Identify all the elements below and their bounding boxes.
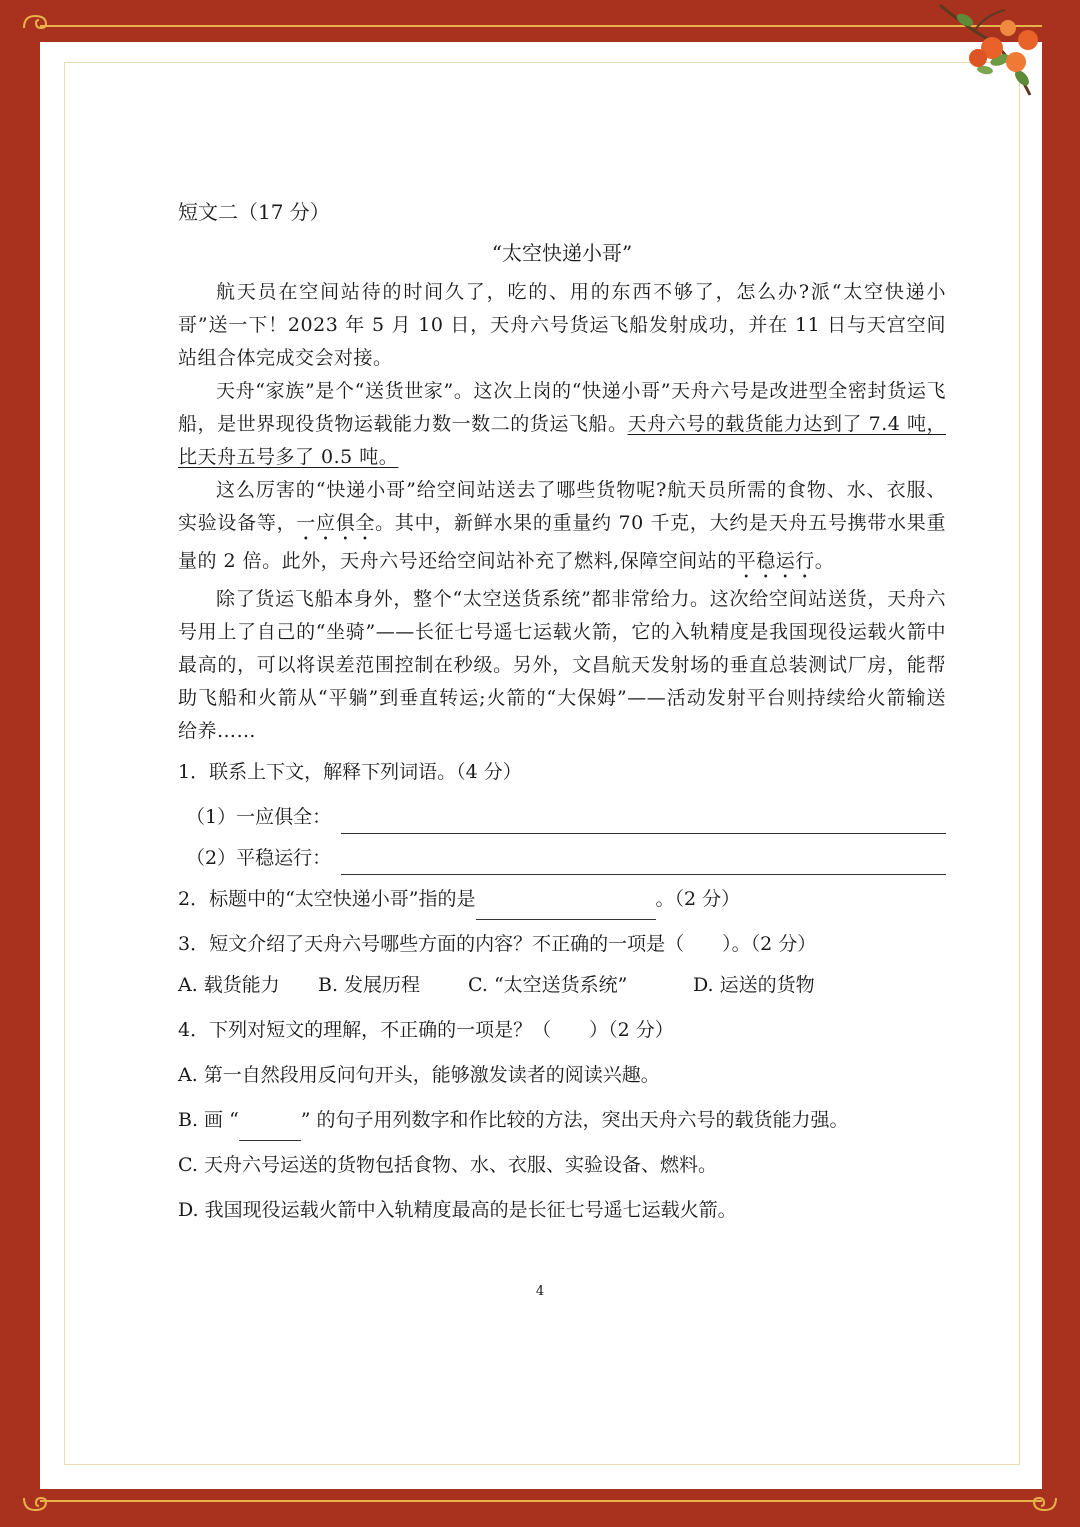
question-2 [178, 879, 946, 920]
page-number: 4 [535, 1284, 545, 1299]
question-4: 4．下列对短文的理解，不正确的一项是？（ ）（2 分） [178, 1019, 674, 1041]
answer-line-1[interactable] [341, 805, 946, 834]
passage-paragraph-4: 除了货运飞船本身外，整个“太空送货系统”都非常给力。这次给空间站送货，天舟六号用上了自己的“坐骑”——长征七号遥七运载火箭，它的入轨精度是我国现役运载火箭中最高的，可以将误差范围控制在秒级。另外，文昌航天发射场的垂直总装测试厂房，能帮助飞船和火箭从“平躺”到垂直转运;火箭的“大保姆”——活动发射平台则持续给火箭输送给养…… [178, 588, 946, 742]
paragraph-2-text: 天舟“家族”是个“送货世家”。这次上岗的“快递小哥”天舟六号是改进型全密封货运飞船，是世界现役货物运载能力数一数二的货运飞船。 [178, 380, 946, 435]
option-b[interactable]: B. 发展历程 [318, 974, 421, 996]
passage-paragraph-2 [178, 375, 946, 474]
answer-line-2[interactable] [341, 846, 946, 875]
corner-ornament-icon [1032, 1496, 1058, 1512]
section-heading: 短文二（17 分） [178, 200, 330, 224]
persimmon-branch-icon [930, 0, 1050, 110]
passage-title: “太空快递小哥” [491, 241, 633, 265]
frame-bottom-line [40, 1500, 1042, 1502]
option-b-text-b: ” 的句子用列数字和作比较的方法，突出天舟六号的载货能力强。 [300, 1109, 849, 1131]
option-d[interactable]: D. 运送的货物 [693, 974, 815, 996]
question-4-option-b[interactable] [178, 1100, 946, 1141]
question-1-item-2-label: （2）平稳运行： [186, 847, 332, 869]
dotted-word-2: 平稳运行 [736, 550, 815, 572]
exam-content [178, 196, 946, 1231]
question-3-options [178, 965, 946, 1006]
paragraph-3-text-e: 。 [814, 550, 835, 572]
question-4-option-a[interactable]: A. 第一自然段用反问句开头，能够激发读者的阅读兴趣。 [178, 1064, 660, 1086]
underlined-sentence: 天舟六号的载货能力达到了 7.4 吨，比天舟五号多了 0.5 吨。 [178, 413, 946, 468]
dotted-word-1: 一应俱全 [296, 512, 376, 534]
question-1-item-2 [178, 834, 946, 875]
question-4-option-c[interactable]: C. 天舟六号运送的货物包括食物、水、衣服、实验设备、燃料。 [178, 1154, 717, 1176]
question-1-item-1-label: （1）一应俱全： [186, 806, 332, 828]
option-b-blank [239, 1114, 301, 1141]
question-4-option-d[interactable]: D. 我国现役运载火箭中入轨精度最高的是长征七号遥七运载火箭。 [178, 1199, 737, 1221]
question-2-text: 2．标题中的“太空快递小哥”指的是 [178, 888, 476, 910]
option-c[interactable]: C. “太空送货系统” [468, 974, 628, 996]
passage-paragraph-1: 航天员在空间站待的时间久了，吃的、用的东西不够了，怎么办?派“太空快递小哥”送一下！2023 年 5 月 10 日，天舟六号货运飞船发射成功，并在 11 日与天宫空间站组合体完成交会对接。 [178, 281, 946, 369]
question-1: 1．联系上下文，解释下列词语。（4 分） [178, 761, 522, 783]
frame-top-line [40, 25, 1042, 27]
passage-paragraph-3 [178, 474, 946, 583]
corner-ornament-icon [22, 1496, 48, 1512]
corner-ornament-icon [22, 14, 48, 30]
question-3: 3．短文介绍了天舟六号哪些方面的内容？不正确的一项是（ ）。（2 分） [178, 933, 817, 955]
option-b-text-a: B. 画 “ [178, 1109, 239, 1131]
paragraph-3-text-c: 。其中，新鲜水果的重量约 70 千克，大约是天舟五号携带水果重量的 2 倍。此外，天舟六号还给空间站补充了燃料,保障空间站的 [178, 512, 946, 572]
answer-blank-q2[interactable] [476, 893, 656, 920]
question-2-score: 。（2 分） [655, 888, 741, 910]
option-a[interactable]: A. 载货能力 [178, 974, 280, 996]
paragraph-3-text-a: 这么厉害的“快递小哥”给空间站送去了哪些货物呢?航天员所需的食物、水、衣服、实验设备等， [178, 479, 946, 534]
question-1-item-1 [178, 793, 946, 834]
